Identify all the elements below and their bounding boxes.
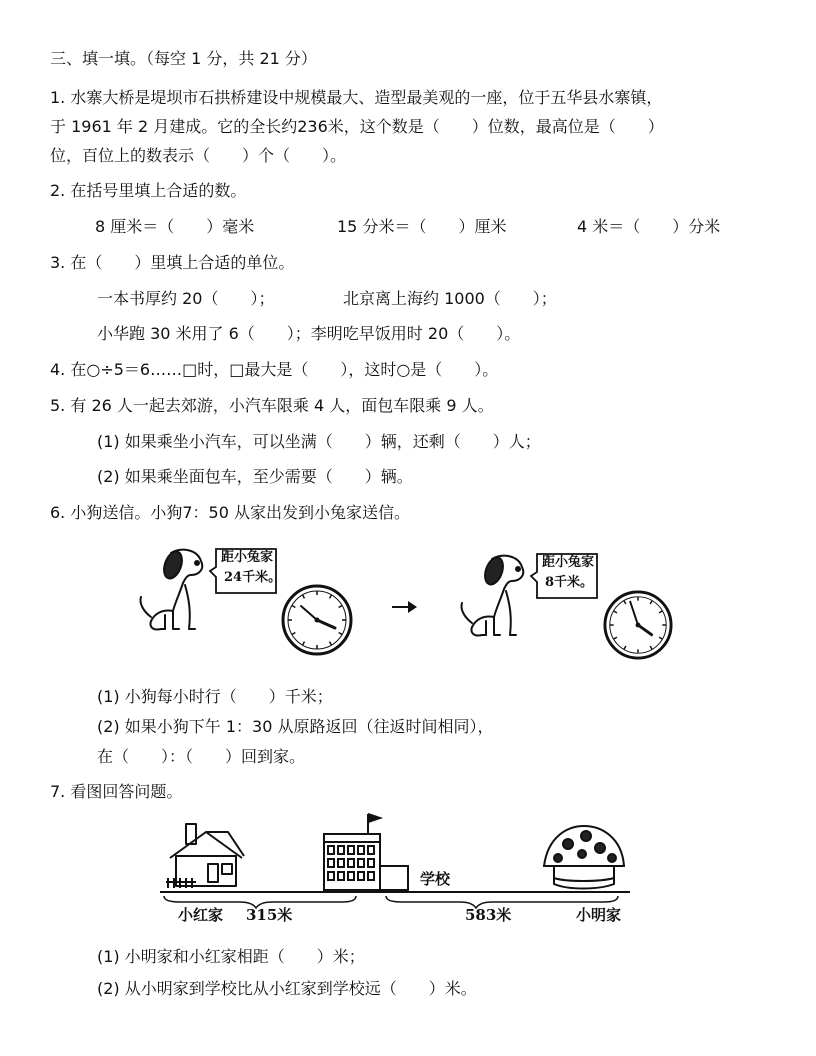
q3-row-2: 小华跑 30 米用了 6（ ）；李明吃早饭用时 20（ ）。	[97, 324, 521, 343]
q6-text: 6. 小狗送信。小狗7：50 从家出发到小兔家送信。	[50, 503, 410, 522]
label-distance-right: 583米	[465, 906, 512, 924]
q5-sub-2: (2) 如果乘坐面包车，至少需要（ ）辆。	[97, 467, 413, 486]
bubble-end-line-1: 距小兔家	[542, 555, 595, 570]
q3-prompt: 3. 在（ ）里填上合适的单位。	[50, 253, 295, 272]
q6-sub-2b: 在（ ）：（ ）回到家。	[97, 747, 306, 766]
q3-item-2: 北京离上海约 1000（ ）；	[343, 289, 557, 308]
mushroom-house-icon	[538, 822, 628, 892]
q7-sub-1: (1) 小明家和小红家相距（ ）米；	[97, 947, 365, 966]
label-school: 学校	[420, 870, 451, 888]
q2-prompt: 2. 在括号里填上合适的数。	[50, 181, 247, 200]
q6-sub-2: (2) 如果小狗下午 1：30 从原路返回（往返时间相同），	[97, 717, 494, 736]
label-xiaoming-home: 小明家	[576, 906, 622, 924]
q6-sub-1: (1) 小狗每小时行（ ）千米；	[97, 687, 333, 706]
dog-illustration-end	[456, 551, 536, 641]
distance-diagram	[160, 886, 640, 908]
clock-start-icon	[281, 584, 353, 656]
clock-end-icon	[603, 590, 673, 660]
q2-item-3: 4 米＝（ ）分米	[577, 217, 721, 236]
q4-text: 4. 在○÷5＝6……□时，□最大是（ ），这时○是（ ）。	[50, 360, 499, 379]
dog-illustration-start	[135, 545, 215, 635]
q1-line-1: 1. 水寨大桥是堤坝市石拱桥建设中规模最大、造型最美观的一座，位于五华县水寨镇，	[50, 88, 663, 107]
school-building-icon	[320, 812, 412, 892]
bubble-start-line-1: 距小兔家	[221, 550, 274, 565]
q7-text: 7. 看图回答问题。	[50, 782, 183, 801]
q1-line-3: 位，百位上的数表示（ ）个（ ）。	[50, 146, 347, 165]
bubble-start-line-2: 24千米。	[224, 570, 282, 585]
q3-item-1: 一本书厚约 20（ ）；	[97, 289, 275, 308]
q7-sub-2: (2) 从小明家到学校比从小红家到学校远（ ）米。	[97, 979, 477, 998]
section-header: 三、填一填。（每空 1 分，共 21 分）	[50, 49, 317, 68]
house-icon	[166, 818, 248, 890]
q1-line-2: 于 1961 年 2 月建成。它的全长约236米，这个数是（ ）位数，最高位是（ ）	[50, 117, 664, 136]
label-xiaohong-home: 小红家	[178, 906, 224, 924]
q2-item-1: 8 厘米＝（ ）毫米	[95, 217, 255, 236]
bubble-end-line-2: 8千米。	[545, 575, 594, 590]
label-distance-left: 315米	[246, 906, 293, 924]
q5-text: 5. 有 26 人一起去郊游，小汽车限乘 4 人，面包车限乘 9 人。	[50, 396, 494, 415]
q2-item-2: 15 分米＝（ ）厘米	[337, 217, 507, 236]
q5-sub-1: (1) 如果乘坐小汽车，可以坐满（ ）辆，还剩（ ）人；	[97, 432, 541, 451]
arrow-right-icon	[392, 600, 418, 614]
